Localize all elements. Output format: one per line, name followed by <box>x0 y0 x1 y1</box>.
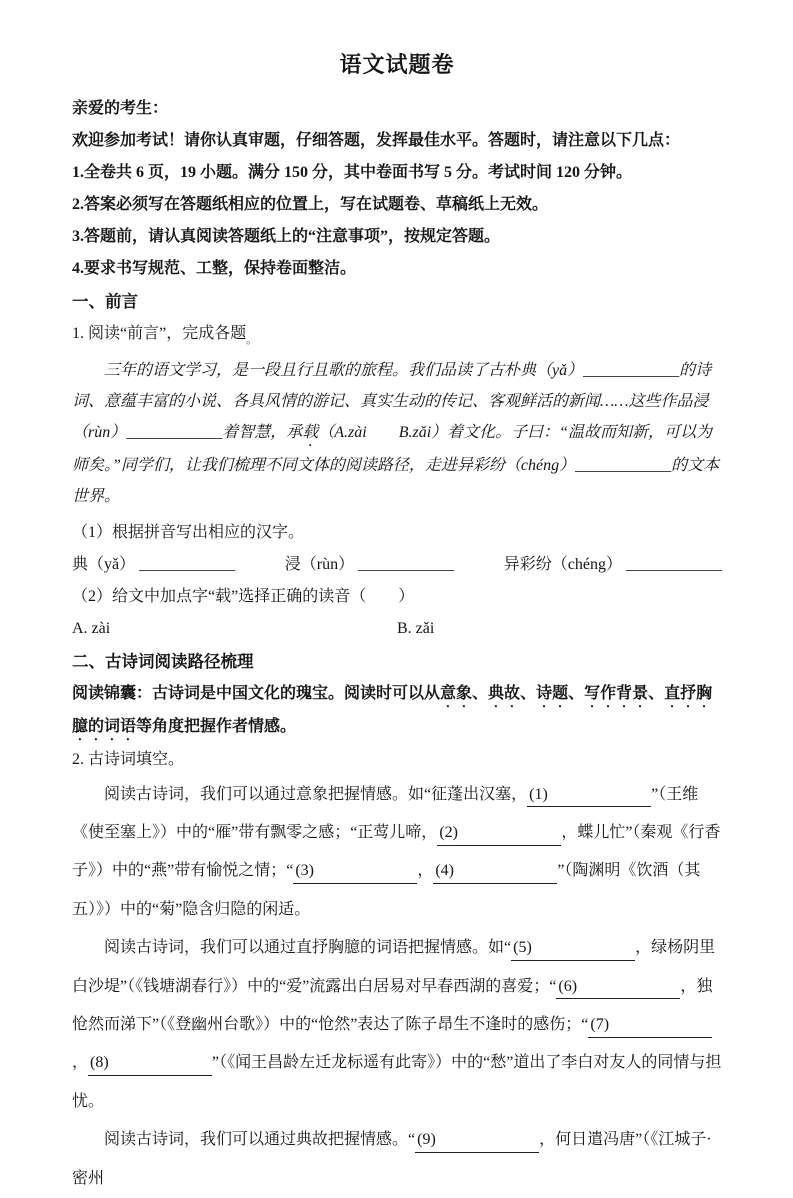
emphasized-text: 写作背景 <box>584 684 649 702</box>
text-segment: ”（陶渊明《饮酒（其五）》）中的“菊”隐含归隐的闲适。 <box>72 862 701 918</box>
pinyin-blank-ya: 典（yǎ） ____________ <box>72 555 236 573</box>
emphasized-text: 诗题 <box>536 684 569 702</box>
fill-paragraph-allusion <box>72 1121 722 1198</box>
question-1-2-stem: （2）给文中加点字“载”选择正确的读音（ ） <box>72 587 415 605</box>
text-segment: ， <box>417 862 434 880</box>
answer-blank: (5) <box>511 938 635 961</box>
notice-salutation: 亲爱的考生： <box>72 100 169 117</box>
reading-tip <box>72 678 722 744</box>
text-segment: 、 <box>520 684 537 702</box>
preface-passage <box>72 355 722 513</box>
text-segment: 、 <box>648 684 665 702</box>
text-segment: 。 <box>246 334 257 346</box>
notice-intro: 欢迎参加考试！请你认真审题，仔细答题，发挥最佳水平。答题时，请注意以下几点： <box>72 132 681 149</box>
text-segment: 三年的语文学习，是一段且行且歌的旅程。我们品读了古朴典（yǎ） <box>104 361 584 379</box>
text-segment: ，绿杨阴里白沙堤”（《钱塘湖春行》）中的“爱”流露出白居易对早春西湖的喜爱；“ <box>72 939 716 995</box>
notice-item-3: 3.答题前，请认真阅读答题纸上的“注意事项”，按规定答题。 <box>72 228 501 245</box>
question-1-stem <box>72 318 722 351</box>
text-segment: 1. 阅读“前言”，完成各题 <box>72 325 247 342</box>
emphasized-text: 载 <box>302 424 319 442</box>
notice-item-2: 2.答案必须写在答题纸相应的位置上，写在试题卷、草稿纸上无效。 <box>72 196 549 213</box>
pinyin-blank-run: 浸（rùn） ____________ <box>284 555 455 573</box>
section-2-heading: 二、古诗词阅读路径梳理 <box>72 651 254 671</box>
text-segment: 的诗词、意蕴丰富的小说、各具风情的游记、真实生动的传记、客观鲜活的新闻……这些作品浸（rùn） <box>72 361 712 442</box>
fill-paragraph-direct-expression <box>72 929 722 1121</box>
document-title: 语文试题卷 <box>339 52 455 77</box>
choice-options-row <box>72 613 722 645</box>
text-segment: 阅读古诗词，我们可以通过意象把握情感。如“征蓬出汉塞， <box>104 785 528 803</box>
text-segment: 、 <box>472 684 489 702</box>
text-segment: ，何日遣冯唐”（《江城子·密州 <box>72 1131 712 1187</box>
exam-notice-block <box>72 93 722 285</box>
text-segment: 阅读古诗词，我们可以通过直抒胸臆的词语把握情感。如“ <box>104 939 512 957</box>
text-segment: ”（《闻王昌龄左迁龙标遥有此寄》）中的“愁”道出了李白对友人的同情与担忧。 <box>72 1054 722 1110</box>
text-segment: ，独怆然而涕下”（《登幽州台歌》）中的“怆然”表达了陈子昂生不逢时的感伤；“ <box>72 977 713 1033</box>
option-b: B. zǎi <box>397 619 435 637</box>
text-segment: 阅读古诗词，我们可以通过典故把握情感。“ <box>104 1131 416 1149</box>
text-segment: 等角度把握作者情感。 <box>136 717 297 735</box>
text-segment: ____________ <box>126 424 223 442</box>
answer-blank: (1) <box>527 785 651 808</box>
text-segment: ”（王维《使至塞上》）中的“雁”带有飘零之感；“正莺儿啼， <box>72 785 699 842</box>
text-segment: ____________ <box>575 457 672 475</box>
fill-paragraph-imagery <box>72 776 722 930</box>
notice-item-4: 4.要求书写规范、工整，保持卷面整洁。 <box>72 260 357 277</box>
question-2-stem: 2. 古诗词填空。 <box>72 750 185 768</box>
answer-blank: (2) <box>437 823 561 846</box>
emphasized-text: 直抒胸臆的词语 <box>72 684 713 735</box>
text-segment: ，蝶儿忙”（秦观《行香子》）中的“燕”带有愉悦之情；“ <box>72 824 721 880</box>
text-segment: ， <box>72 1054 89 1072</box>
question-1-1-stem: （1）根据拼音写出相应的汉字。 <box>72 523 305 541</box>
emphasized-text: 典故 <box>488 684 521 702</box>
pinyin-blank-cheng: 异彩纷（chéng） ____________ <box>503 555 722 573</box>
answer-blank: (7) <box>588 1015 712 1038</box>
answer-blank: (6) <box>556 977 680 1000</box>
text-segment: （A.zài B.zǎi）着文化。子曰：“温故而知新，可以为师矣。”同学们，让我们梳理不同文体的阅读路径，走进异彩纷（chéng） <box>72 424 713 475</box>
text-segment: ____________ <box>583 361 680 379</box>
answer-blank: (9) <box>415 1130 539 1153</box>
text-segment: 的文本世界。 <box>72 457 720 506</box>
answer-blank: (4) <box>433 861 557 884</box>
pinyin-blanks-row <box>72 549 722 581</box>
answer-blank: (8) <box>88 1053 212 1076</box>
text-segment: 着智慧，承 <box>222 424 303 442</box>
section-1-heading: 一、前言 <box>72 292 138 311</box>
text-segment: 阅读锦囊：古诗词是中国文化的瑰宝。阅读时可以从 <box>72 684 441 702</box>
emphasized-text: 意象 <box>440 684 473 702</box>
text-segment: 、 <box>568 684 585 702</box>
notice-item-1: 1.全卷共 6 页，19 小题。满分 150 分，其中卷面书写 5 分。考试时间 120 分钟。 <box>72 164 633 181</box>
answer-blank: (3) <box>293 861 417 884</box>
option-a: A. zài <box>72 619 111 637</box>
